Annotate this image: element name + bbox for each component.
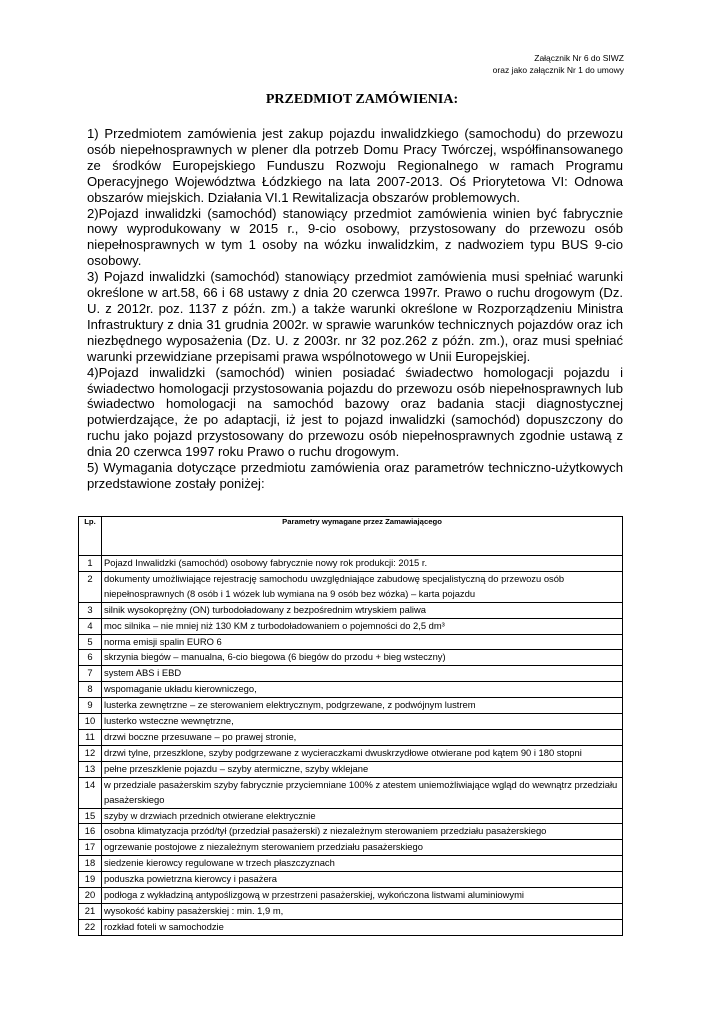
table-row bbox=[79, 903, 623, 919]
row-number: 13 bbox=[79, 761, 102, 777]
row-requirement: system ABS i EBD bbox=[102, 666, 623, 682]
row-requirement: rozkład foteli w samochodzie bbox=[102, 919, 623, 935]
attachment-line-1: Załącznik Nr 6 do SIWZ bbox=[534, 53, 624, 63]
row-number: 2 bbox=[79, 571, 102, 602]
table-row bbox=[79, 729, 623, 745]
row-requirement: drzwi tylne, przeszklone, szyby podgrzewane z wycieraczkami dwuskrzydłowe otwierane pod kątem 90 i 180 stopni bbox=[102, 745, 623, 761]
table-row bbox=[79, 602, 623, 618]
row-number: 10 bbox=[79, 714, 102, 730]
row-number: 1 bbox=[79, 556, 102, 572]
row-requirement: silnik wysokoprężny (ON) turbodoładowany z bezpośrednim wtryskiem paliwa bbox=[102, 602, 623, 618]
row-number: 11 bbox=[79, 729, 102, 745]
row-number: 4 bbox=[79, 618, 102, 634]
row-requirement: ogrzewanie postojowe z niezależnym sterowaniem przedziału pasażerskiego bbox=[102, 840, 623, 856]
paragraph-5: 5) Wymagania dotyczące przedmiotu zamówienia oraz parametrów techniczno-użytkowych przedstawione zostały poniżej: bbox=[87, 460, 623, 491]
paragraph-2: 2)Pojazd inwalidzki (samochód) stanowiący przedmiot zamówienia winien być fabrycznie nowy wyprodukowany w 2015 r., 9-cio osobowy, przystosowany do przewozu osób niepełnosprawnych w tym 1 osoby na wózku inwalidzkim, z nadwoziem typu BUS 9-cio osobowy. bbox=[87, 205, 623, 269]
row-requirement: poduszka powietrzna kierowcy i pasażera bbox=[102, 872, 623, 888]
row-number: 6 bbox=[79, 650, 102, 666]
table-header-row bbox=[79, 517, 623, 556]
row-number: 18 bbox=[79, 856, 102, 872]
row-requirement: wspomaganie układu kierowniczego, bbox=[102, 682, 623, 698]
row-requirement: dokumenty umożliwiające rejestrację samochodu uwzględniające zabudowę specjalistyczną do przewozu osób niepełnosprawnych (8 osób i 1 wózek lub wymiana na 9 osób bez wózka) – karta pojazdu bbox=[102, 571, 623, 602]
requirements-table bbox=[78, 516, 623, 936]
table-row bbox=[79, 666, 623, 682]
table-row bbox=[79, 682, 623, 698]
row-number: 22 bbox=[79, 919, 102, 935]
params-column-header: Parametry wymagane przez Zamawiającego bbox=[102, 517, 623, 556]
paragraph-4: 4)Pojazd inwalidzki (samochód) winien posiadać świadectwo homologacji pojazdu i świadectwo homologacji przystosowania pojazdu do przewozu osób niepełnosprawnych lub świadectwo homologacji na samochód bazowy oraz badania stacji diagnostycznej potwierdzające, że po adaptacji, iż jest to pojazd inwalidzki (samochód) dopuszczony do ruchu jako pojazd przystosowany do przewozu osób niepełnosprawnych zgodnie ustawą z dnia 20 czerwca 1997 roku Prawo o ruchu drogowym. bbox=[87, 364, 623, 460]
row-requirement: lusterko wsteczne wewnętrzne, bbox=[102, 714, 623, 730]
table-row bbox=[79, 872, 623, 888]
row-requirement: moc silnika – nie mniej niż 130 KM z turbodoładowaniem o pojemności do 2,5 dm³ bbox=[102, 618, 623, 634]
row-number: 12 bbox=[79, 745, 102, 761]
row-requirement: siedzenie kierowcy regulowane w trzech płaszczyznach bbox=[102, 856, 623, 872]
table-row bbox=[79, 888, 623, 904]
row-number: 16 bbox=[79, 824, 102, 840]
page-title: PRZEDMIOT ZAMÓWIENIA: bbox=[265, 92, 459, 107]
row-number: 5 bbox=[79, 634, 102, 650]
paragraph-3: 3) Pojazd inwalidzki (samochód) stanowiący przedmiot zamówienia musi spełniać warunki określone w art.58, 66 i 68 ustawy z dnia 20 czerwca 1997r. Prawo o ruchu drogowym (Dz. U. z 2012r. poz. 1137 z późn. zm.) a także warunki określone w Rozporządzeniu Ministra Infrastruktury z dnia 31 grudnia 2002r. w sprawie warunków technicznych pojazdów oraz ich niezbędnego wyposażenia (Dz. U. z 2003r. nr 32 poz.262 z późn. zm.), oraz musi spełniać warunki przewidziane przepisami prawa wspólnotowego w Unii Europejskiej. bbox=[87, 269, 623, 364]
row-requirement: pełne przeszklenie pojazdu – szyby atermiczne, szyby wklejane bbox=[102, 761, 623, 777]
row-number: 9 bbox=[79, 698, 102, 714]
row-number: 19 bbox=[79, 872, 102, 888]
row-requirement: norma emisji spalin EURO 6 bbox=[102, 634, 623, 650]
row-number: 21 bbox=[79, 903, 102, 919]
attachment-header bbox=[493, 52, 624, 76]
table-row bbox=[79, 698, 623, 714]
row-requirement: w przedziale pasażerskim szyby fabrycznie przyciemniane 100% z atestem uniemożliwiające wgląd do wewnątrz przedziału pasażerskiego bbox=[102, 777, 623, 808]
table-row bbox=[79, 777, 623, 808]
table-body bbox=[79, 556, 623, 936]
row-requirement: lusterka zewnętrzne – ze sterowaniem elektrycznym, podgrzewane, z podwójnym lustrem bbox=[102, 698, 623, 714]
table-row bbox=[79, 618, 623, 634]
table-row bbox=[79, 556, 623, 572]
row-requirement: Pojazd Inwalidzki (samochód) osobowy fabrycznie nowy rok produkcji: 2015 r. bbox=[102, 556, 623, 572]
row-requirement: drzwi boczne przesuwane – po prawej stronie, bbox=[102, 729, 623, 745]
table-row bbox=[79, 745, 623, 761]
row-number: 15 bbox=[79, 808, 102, 824]
table-row bbox=[79, 650, 623, 666]
row-number: 3 bbox=[79, 602, 102, 618]
row-requirement: szyby w drzwiach przednich otwierane elektrycznie bbox=[102, 808, 623, 824]
row-requirement: osobna klimatyzacja przód/tył (przedział pasażerski) z niezależnym sterowaniem przedziału pasażerskiego bbox=[102, 824, 623, 840]
table-row bbox=[79, 856, 623, 872]
table-row bbox=[79, 714, 623, 730]
table-row bbox=[79, 824, 623, 840]
row-number: 7 bbox=[79, 666, 102, 682]
paragraph-1: 1) Przedmiotem zamówienia jest zakup pojazdu inwalidzkiego (samochodu) do przewozu osób niepełnosprawnych w plener dla potrzeb Domu Pracy Twórczej, współfinansowanego ze środków Europejskiego Funduszu Rozwoju Regionalnego w ramach Programu Operacyjnego Województwa Łódzkiego na lata 2007-2013. Oś Priorytetowa VI: Odnowa obszarów miejskich. Działania VI.1 Rewitalizacja obszarów problemowych. bbox=[87, 126, 623, 205]
table-row bbox=[79, 808, 623, 824]
row-number: 8 bbox=[79, 682, 102, 698]
table-row bbox=[79, 634, 623, 650]
table-row bbox=[79, 571, 623, 602]
table-row bbox=[79, 761, 623, 777]
row-number: 20 bbox=[79, 888, 102, 904]
table-row bbox=[79, 919, 623, 935]
row-number: 17 bbox=[79, 840, 102, 856]
body-text bbox=[87, 126, 623, 492]
table-row bbox=[79, 840, 623, 856]
attachment-line-2: oraz jako załącznik Nr 1 do umowy bbox=[492, 65, 624, 75]
lp-column-header: Lp. bbox=[79, 517, 102, 556]
row-number: 14 bbox=[79, 777, 102, 808]
row-requirement: skrzynia biegów – manualna, 6-cio biegowa (6 biegów do przodu + bieg wsteczny) bbox=[102, 650, 623, 666]
row-requirement: wysokość kabiny pasażerskiej : min. 1,9 m, bbox=[102, 903, 623, 919]
row-requirement: podłoga z wykładziną antypoślizgową w przestrzeni pasażerskiej, wykończona listwami aluminiowymi bbox=[102, 888, 623, 904]
